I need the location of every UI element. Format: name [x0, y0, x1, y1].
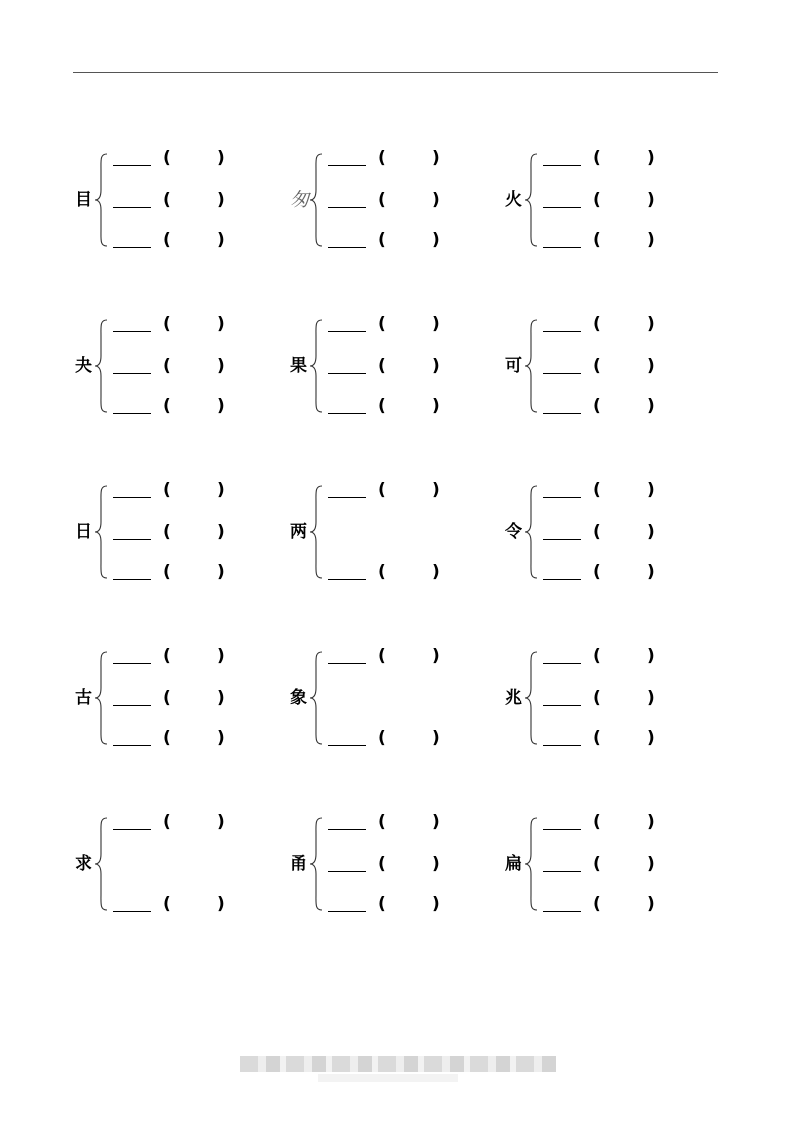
word-blank[interactable] [113, 829, 151, 830]
curly-brace-icon [93, 150, 111, 250]
pinyin-paren-open: ( [378, 314, 386, 334]
curly-brace-icon [523, 482, 541, 582]
pinyin-paren-open: ( [593, 230, 601, 250]
char-group [75, 316, 265, 416]
base-character: 古 [75, 688, 92, 708]
answer-line [113, 812, 273, 832]
pinyin-paren-close: ) [432, 728, 440, 748]
answer-line [328, 230, 488, 250]
word-blank[interactable] [328, 745, 366, 746]
answer-line [543, 812, 703, 832]
answer-line [543, 854, 703, 874]
answer-line [328, 356, 488, 376]
answer-line [113, 356, 273, 376]
pinyin-paren-open: ( [593, 646, 601, 666]
answer-line [328, 812, 488, 832]
pinyin-paren-close: ) [432, 230, 440, 250]
char-group [505, 316, 695, 416]
pinyin-paren-open: ( [378, 728, 386, 748]
word-blank[interactable] [113, 207, 151, 208]
word-blank[interactable] [113, 745, 151, 746]
answer-line [543, 894, 703, 914]
char-group [75, 814, 265, 914]
pinyin-paren-open: ( [378, 148, 386, 168]
pinyin-paren-close: ) [217, 688, 225, 708]
word-blank[interactable] [328, 829, 366, 830]
char-group [290, 316, 480, 416]
curly-brace-icon [93, 316, 111, 416]
pinyin-paren-close: ) [217, 148, 225, 168]
pinyin-paren-open: ( [163, 190, 171, 210]
pinyin-paren-open: ( [378, 854, 386, 874]
word-blank[interactable] [543, 745, 581, 746]
answer-line [113, 728, 273, 748]
pinyin-paren-open: ( [593, 812, 601, 832]
pinyin-paren-open: ( [163, 646, 171, 666]
answer-line [328, 314, 488, 334]
pinyin-paren-open: ( [163, 522, 171, 542]
answer-line [543, 562, 703, 582]
pinyin-paren-close: ) [647, 688, 655, 708]
curly-brace-icon [93, 648, 111, 748]
base-character: 兆 [505, 688, 522, 708]
pinyin-paren-open: ( [163, 562, 171, 582]
word-blank[interactable] [113, 579, 151, 580]
base-character: 目 [75, 190, 92, 210]
word-blank[interactable] [113, 165, 151, 166]
curly-brace-icon [523, 648, 541, 748]
pinyin-paren-close: ) [217, 812, 225, 832]
pinyin-paren-open: ( [378, 230, 386, 250]
pinyin-paren-open: ( [163, 480, 171, 500]
pinyin-paren-close: ) [217, 230, 225, 250]
char-group [290, 648, 480, 748]
pinyin-paren-open: ( [378, 894, 386, 914]
pinyin-paren-close: ) [647, 396, 655, 416]
pinyin-paren-open: ( [593, 396, 601, 416]
pinyin-paren-open: ( [163, 728, 171, 748]
top-rule [73, 72, 718, 73]
pinyin-paren-close: ) [647, 854, 655, 874]
pinyin-paren-close: ) [432, 480, 440, 500]
word-blank[interactable] [328, 247, 366, 248]
pinyin-paren-open: ( [163, 356, 171, 376]
answer-line [543, 522, 703, 542]
pinyin-paren-close: ) [647, 148, 655, 168]
base-character: 甬 [290, 854, 307, 874]
answer-line [113, 522, 273, 542]
word-blank[interactable] [328, 413, 366, 414]
curly-brace-icon [308, 814, 326, 914]
word-blank[interactable] [543, 911, 581, 912]
pinyin-paren-open: ( [593, 190, 601, 210]
pinyin-paren-open: ( [593, 728, 601, 748]
word-blank[interactable] [543, 539, 581, 540]
pinyin-paren-close: ) [432, 894, 440, 914]
word-blank[interactable] [328, 579, 366, 580]
pinyin-paren-open: ( [378, 646, 386, 666]
pinyin-paren-open: ( [163, 314, 171, 334]
answer-line [543, 688, 703, 708]
answer-line [328, 480, 488, 500]
pinyin-paren-open: ( [593, 314, 601, 334]
pinyin-paren-close: ) [432, 646, 440, 666]
char-group [505, 150, 695, 250]
base-character: 夬 [75, 356, 92, 376]
footer-watermark-sub [318, 1074, 458, 1082]
pinyin-paren-close: ) [217, 646, 225, 666]
word-blank[interactable] [543, 579, 581, 580]
word-blank[interactable] [113, 331, 151, 332]
pinyin-paren-close: ) [217, 522, 225, 542]
base-character: 匆 [290, 189, 310, 211]
word-blank[interactable] [543, 705, 581, 706]
answer-line [328, 562, 488, 582]
pinyin-paren-open: ( [378, 396, 386, 416]
answer-line [328, 646, 488, 666]
pinyin-paren-close: ) [647, 190, 655, 210]
answer-line [113, 688, 273, 708]
word-blank[interactable] [328, 165, 366, 166]
word-blank[interactable] [113, 663, 151, 664]
pinyin-paren-open: ( [593, 522, 601, 542]
pinyin-paren-close: ) [432, 396, 440, 416]
answer-line [543, 230, 703, 250]
char-group [505, 648, 695, 748]
word-blank[interactable] [328, 663, 366, 664]
pinyin-paren-open: ( [593, 148, 601, 168]
answer-line [543, 190, 703, 210]
base-character: 果 [290, 356, 307, 376]
pinyin-paren-close: ) [217, 894, 225, 914]
word-blank[interactable] [543, 871, 581, 872]
base-character: 求 [75, 854, 92, 874]
pinyin-paren-open: ( [593, 854, 601, 874]
answer-line [543, 480, 703, 500]
pinyin-paren-open: ( [593, 356, 601, 376]
word-blank[interactable] [113, 373, 151, 374]
pinyin-paren-close: ) [647, 230, 655, 250]
word-blank[interactable] [328, 911, 366, 912]
answer-line [328, 190, 488, 210]
word-blank[interactable] [543, 829, 581, 830]
char-group [290, 482, 480, 582]
pinyin-paren-close: ) [647, 812, 655, 832]
pinyin-paren-close: ) [217, 480, 225, 500]
pinyin-paren-close: ) [647, 480, 655, 500]
answer-line [113, 646, 273, 666]
base-character: 扁 [505, 854, 522, 874]
answer-line [113, 480, 273, 500]
pinyin-paren-close: ) [217, 356, 225, 376]
word-blank[interactable] [113, 539, 151, 540]
word-blank[interactable] [543, 373, 581, 374]
pinyin-paren-close: ) [647, 646, 655, 666]
pinyin-paren-open: ( [593, 562, 601, 582]
answer-line [113, 396, 273, 416]
pinyin-paren-open: ( [163, 894, 171, 914]
curly-brace-icon [93, 814, 111, 914]
answer-line [328, 396, 488, 416]
word-blank[interactable] [543, 207, 581, 208]
pinyin-paren-open: ( [378, 480, 386, 500]
pinyin-paren-close: ) [217, 396, 225, 416]
char-group [290, 814, 480, 914]
answer-line [543, 646, 703, 666]
word-blank[interactable] [328, 373, 366, 374]
base-character: 象 [290, 688, 307, 708]
pinyin-paren-close: ) [432, 562, 440, 582]
answer-line [543, 396, 703, 416]
word-blank[interactable] [113, 911, 151, 912]
pinyin-paren-open: ( [163, 396, 171, 416]
answer-line [113, 190, 273, 210]
answer-line [113, 894, 273, 914]
char-group [505, 482, 695, 582]
word-blank[interactable] [113, 705, 151, 706]
base-character: 火 [505, 190, 522, 210]
pinyin-paren-close: ) [217, 190, 225, 210]
pinyin-paren-close: ) [432, 812, 440, 832]
word-blank[interactable] [113, 413, 151, 414]
pinyin-paren-open: ( [378, 356, 386, 376]
word-blank[interactable] [113, 497, 151, 498]
pinyin-paren-close: ) [647, 314, 655, 334]
word-blank[interactable] [543, 497, 581, 498]
pinyin-paren-close: ) [432, 190, 440, 210]
pinyin-paren-open: ( [593, 894, 601, 914]
answer-line [113, 314, 273, 334]
answer-line [328, 728, 488, 748]
char-group [505, 814, 695, 914]
pinyin-paren-close: ) [217, 562, 225, 582]
base-character: 日 [75, 522, 92, 542]
pinyin-paren-close: ) [647, 894, 655, 914]
pinyin-paren-close: ) [647, 728, 655, 748]
pinyin-paren-close: ) [217, 314, 225, 334]
curly-brace-icon [308, 316, 326, 416]
answer-line [113, 230, 273, 250]
curly-brace-icon [523, 316, 541, 416]
word-blank[interactable] [328, 497, 366, 498]
curly-brace-icon [523, 814, 541, 914]
base-character: 令 [505, 522, 522, 542]
curly-brace-icon [523, 150, 541, 250]
word-blank[interactable] [543, 165, 581, 166]
answer-line [328, 854, 488, 874]
pinyin-paren-open: ( [163, 230, 171, 250]
char-group [75, 150, 265, 250]
answer-line [113, 562, 273, 582]
pinyin-paren-close: ) [432, 148, 440, 168]
char-group [75, 482, 265, 582]
pinyin-paren-close: ) [432, 356, 440, 376]
curly-brace-icon [93, 482, 111, 582]
pinyin-paren-open: ( [163, 812, 171, 832]
base-character: 可 [505, 356, 522, 376]
answer-line [328, 148, 488, 168]
char-group [290, 150, 480, 250]
pinyin-paren-open: ( [593, 688, 601, 708]
pinyin-paren-close: ) [432, 314, 440, 334]
word-blank[interactable] [543, 413, 581, 414]
pinyin-paren-close: ) [432, 854, 440, 874]
pinyin-paren-close: ) [217, 728, 225, 748]
word-blank[interactable] [328, 331, 366, 332]
curly-brace-icon [308, 150, 326, 250]
curly-brace-icon [308, 482, 326, 582]
footer-watermark [240, 1056, 556, 1072]
word-blank[interactable] [543, 663, 581, 664]
pinyin-paren-close: ) [647, 356, 655, 376]
answer-line [543, 356, 703, 376]
answer-line [113, 148, 273, 168]
pinyin-paren-open: ( [593, 480, 601, 500]
pinyin-paren-open: ( [378, 812, 386, 832]
pinyin-paren-open: ( [378, 190, 386, 210]
pinyin-paren-open: ( [378, 562, 386, 582]
word-blank[interactable] [328, 207, 366, 208]
word-blank[interactable] [328, 871, 366, 872]
word-blank[interactable] [543, 331, 581, 332]
pinyin-paren-open: ( [163, 148, 171, 168]
base-character: 两 [290, 522, 307, 542]
answer-line [328, 894, 488, 914]
answer-line [543, 728, 703, 748]
char-group [75, 648, 265, 748]
answer-line [543, 314, 703, 334]
answer-line [543, 148, 703, 168]
pinyin-paren-close: ) [647, 562, 655, 582]
curly-brace-icon [308, 648, 326, 748]
word-blank[interactable] [113, 247, 151, 248]
pinyin-paren-open: ( [163, 688, 171, 708]
word-blank[interactable] [543, 247, 581, 248]
pinyin-paren-close: ) [647, 522, 655, 542]
